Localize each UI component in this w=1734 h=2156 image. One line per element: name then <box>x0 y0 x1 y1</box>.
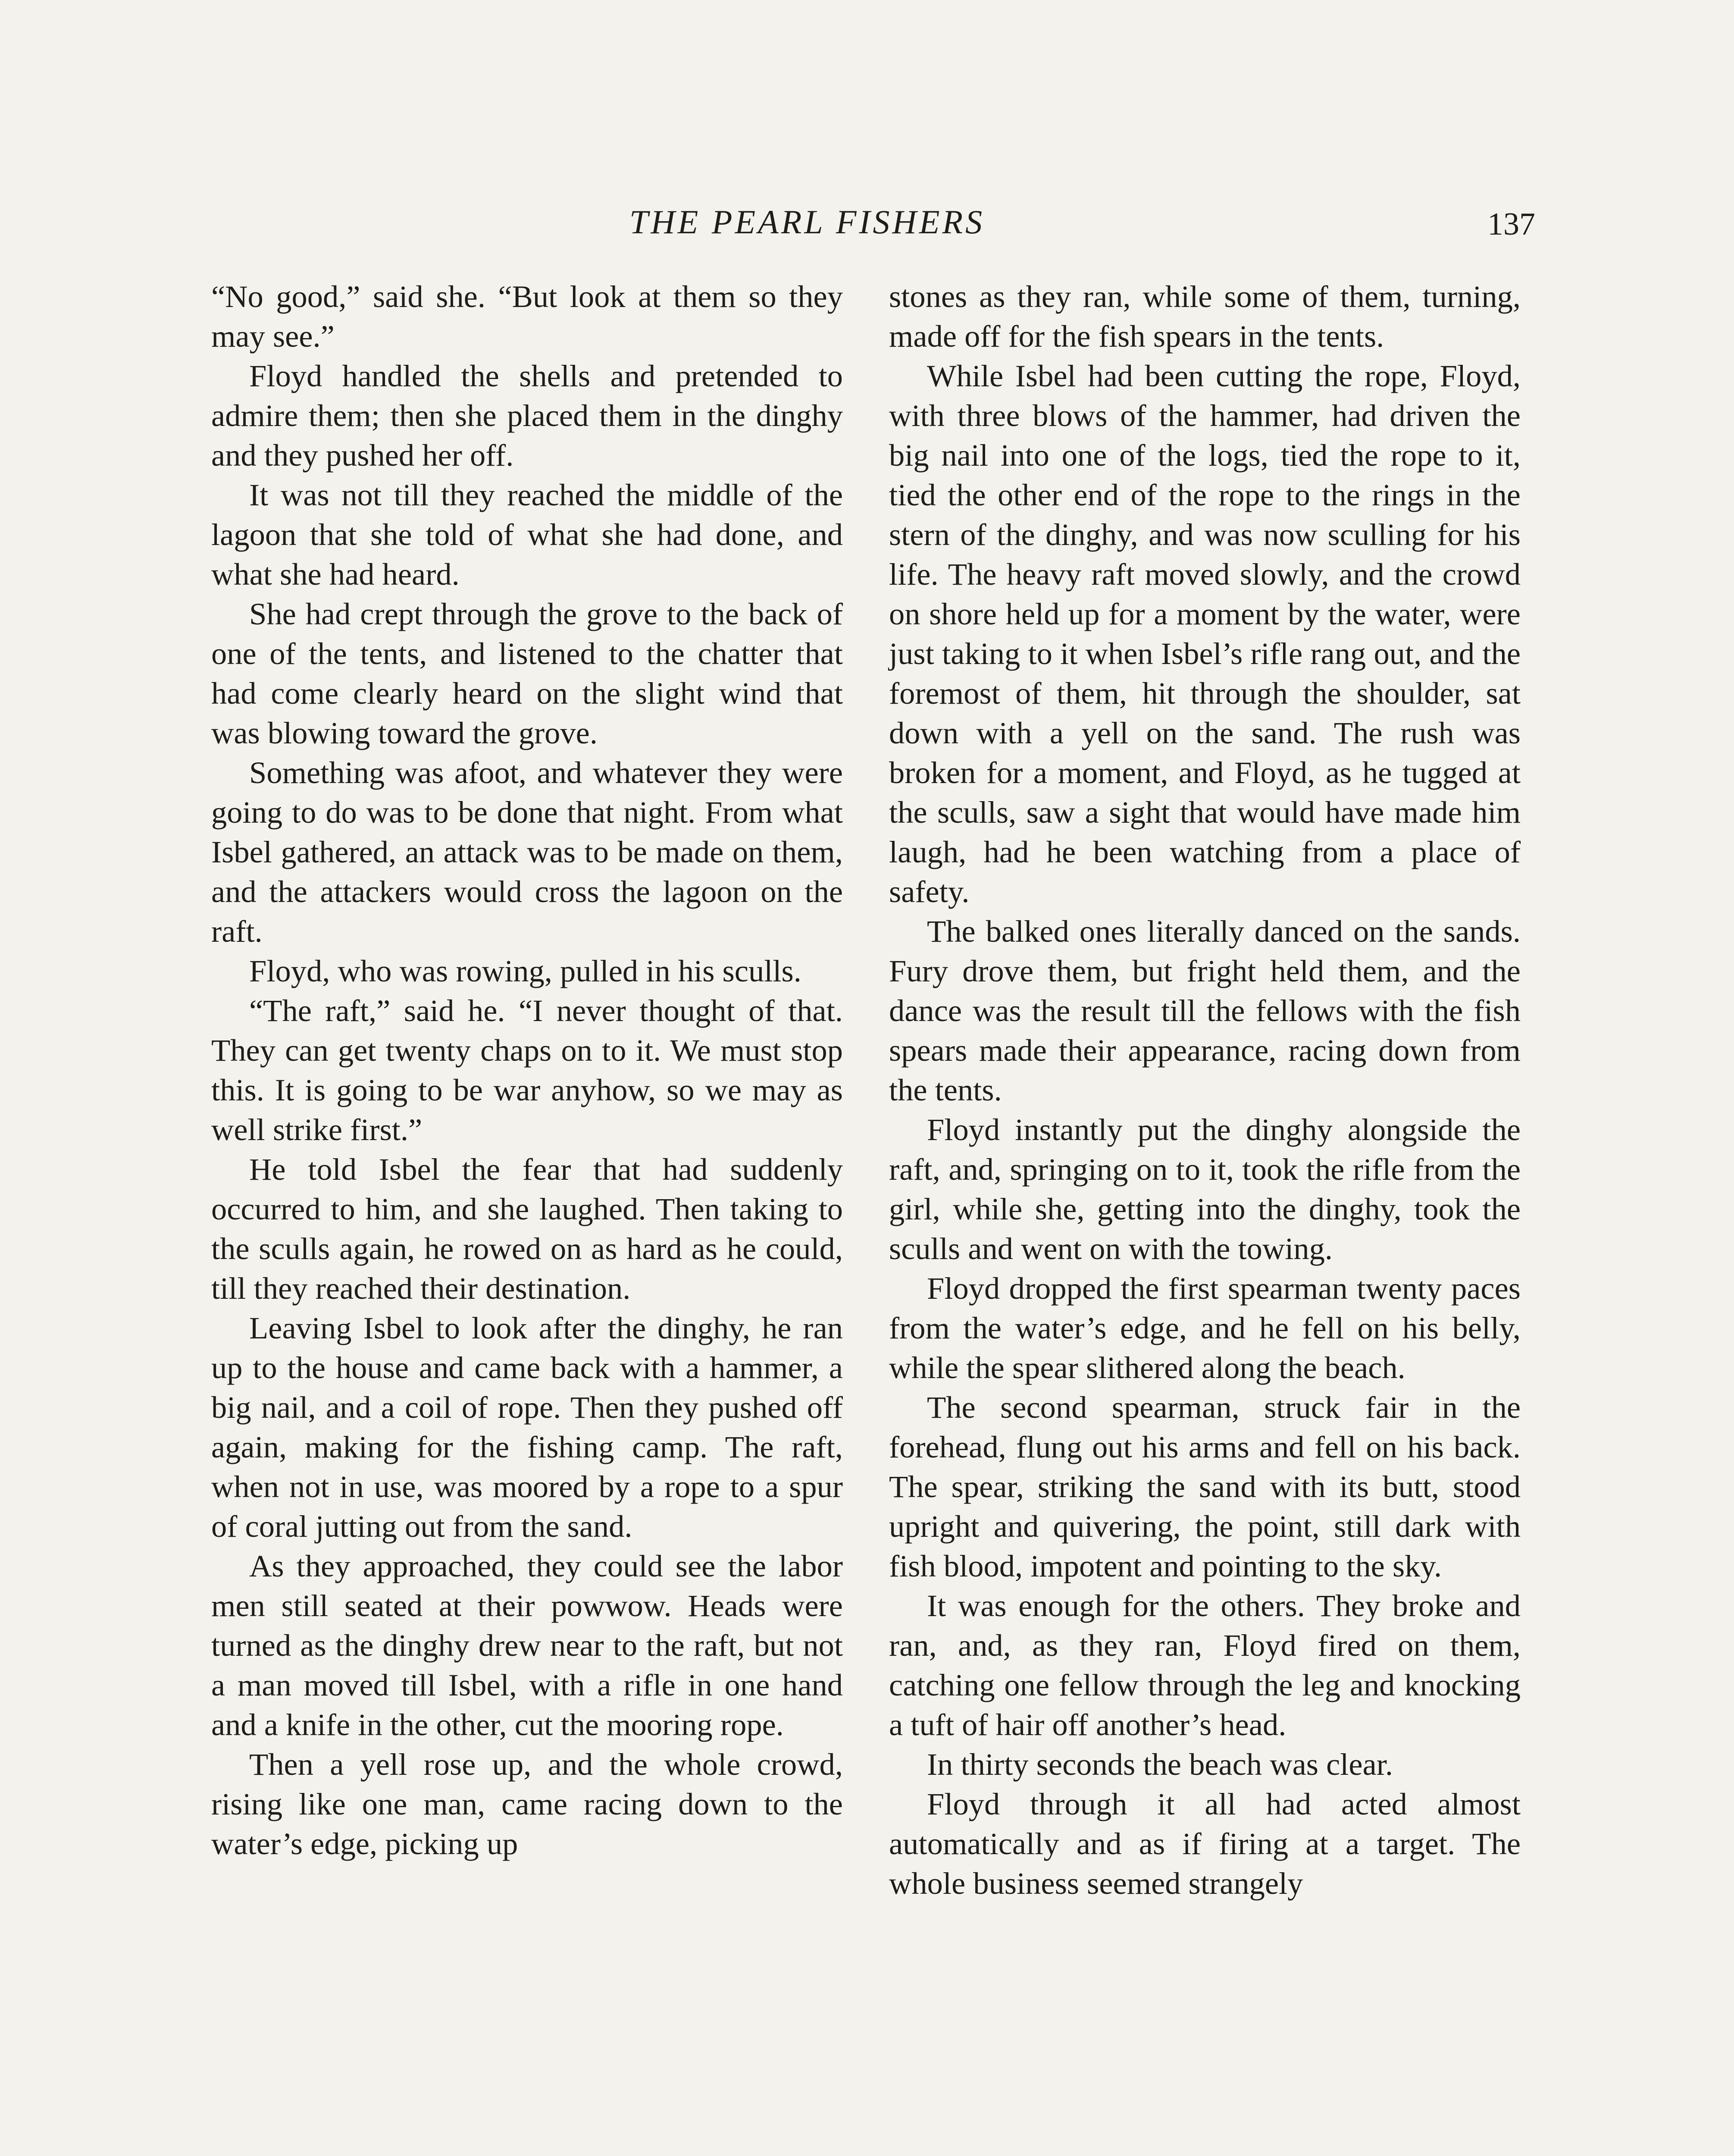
paragraph: He told Isbel the fear that had suddenly occurred to him, and she laughed. Then taking to the sculls again, he rowed on as hard as he could, till they reached their destination. <box>211 1152 843 1306</box>
paragraph: Then a yell rose up, and the whole crowd, rising like one man, came racing down to the water’s edge, picking up <box>211 1747 843 1861</box>
paragraph: Floyd through it all had acted almost automatically and as if firing at a target. The whole business seemed strangely <box>889 1786 1521 1901</box>
paragraph: “No good,” said she. “But look at them so they may see.” <box>211 279 843 354</box>
running-title: THE PEARL FISHERS <box>629 203 985 241</box>
paragraph: Something was afoot, and whatever they were going to do was to be done that night. From what Isbel gathered, an attack was to be made on them, and the attackers would cross the lagoon on the raft. <box>211 755 843 949</box>
paragraph: It was not till they reached the middle of the lagoon that she told of what she had done, and what she had heard. <box>211 477 843 592</box>
paragraph: “The raft,” said he. “I never thought of that. They can get twenty chaps on to it. We must stop this. It is going to be war anyhow, so we may as well strike first.” <box>211 993 843 1147</box>
paragraph: Floyd handled the shells and pretended to admire them; then she placed them in the dinghy and they pushed her off. <box>211 358 843 473</box>
paragraph: She had crept through the grove to the back of one of the tents, and listened to the chatter that had come clearly heard on the slight wind that was blowing toward the grove. <box>211 596 843 750</box>
paragraph: Leaving Isbel to look after the dinghy, he ran up to the house and came back with a hammer, a big nail, and a coil of rope. Then they pushed off again, making for the fishing camp. The raft, when not in use, was moored by a rope to a spur of coral jutting out from the sand. <box>211 1310 843 1544</box>
paragraph: It was enough for the others. They broke and ran, and, as they ran, Floyd fired on them, catching one fellow through the leg and knocking a tuft of hair off another’s head. <box>889 1588 1521 1742</box>
page-number: 137 <box>1487 207 1535 242</box>
left-column <box>211 277 843 1864</box>
paragraph: Floyd, who was rowing, pulled in his sculls. <box>249 953 801 988</box>
paragraph: The balked ones literally danced on the sands. Fury drove them, but fright held them, and the dance was the result till the fellows with the fish spears made their appearance, racing down from the tents. <box>889 914 1521 1107</box>
paragraph: stones as they ran, while some of them, turning, made off for the fish spears in the tents. <box>889 279 1521 354</box>
paragraph: The second spearman, struck fair in the forehead, flung out his arms and fell on his back. The spear, striking the sand with its butt, stood upright and quivering, the point, still dark with fish blood, impotent and pointing to the sky. <box>889 1390 1521 1583</box>
paragraph: In thirty seconds the beach was clear. <box>927 1747 1393 1782</box>
paragraph: Floyd instantly put the dinghy alongside the raft, and, springing on to it, took the rifle from the girl, while she, getting into the dinghy, took the sculls and went on with the towing. <box>889 1112 1521 1266</box>
paragraph: As they approached, they could see the labor men still seated at their powwow. Heads were turned as the dinghy drew near to the raft, but not a man moved till Isbel, with a rifle in one hand and a knife in the other, cut the mooring rope. <box>211 1548 843 1742</box>
right-column <box>889 277 1521 1903</box>
paragraph: Floyd dropped the first spearman twenty paces from the water’s edge, and he fell on his belly, while the spear slithered along the beach. <box>889 1271 1521 1385</box>
paragraph: While Isbel had been cutting the rope, Floyd, with three blows of the hammer, had driven the big nail into one of the logs, tied the rope to it, tied the other end of the rope to the rings in the stern of the dinghy, and was now sculling for his life. The heavy raft moved slowly, and the crowd on shore held up for a moment by the water, were just taking to it when Isbel’s rifle rang out, and the foremost of them, hit through the shoulder, sat down with a yell on the sand. The rush was broken for a moment, and Floyd, as he tugged at the sculls, saw a sight that would have made him laugh, had he been watching from a place of safety. <box>889 358 1521 909</box>
